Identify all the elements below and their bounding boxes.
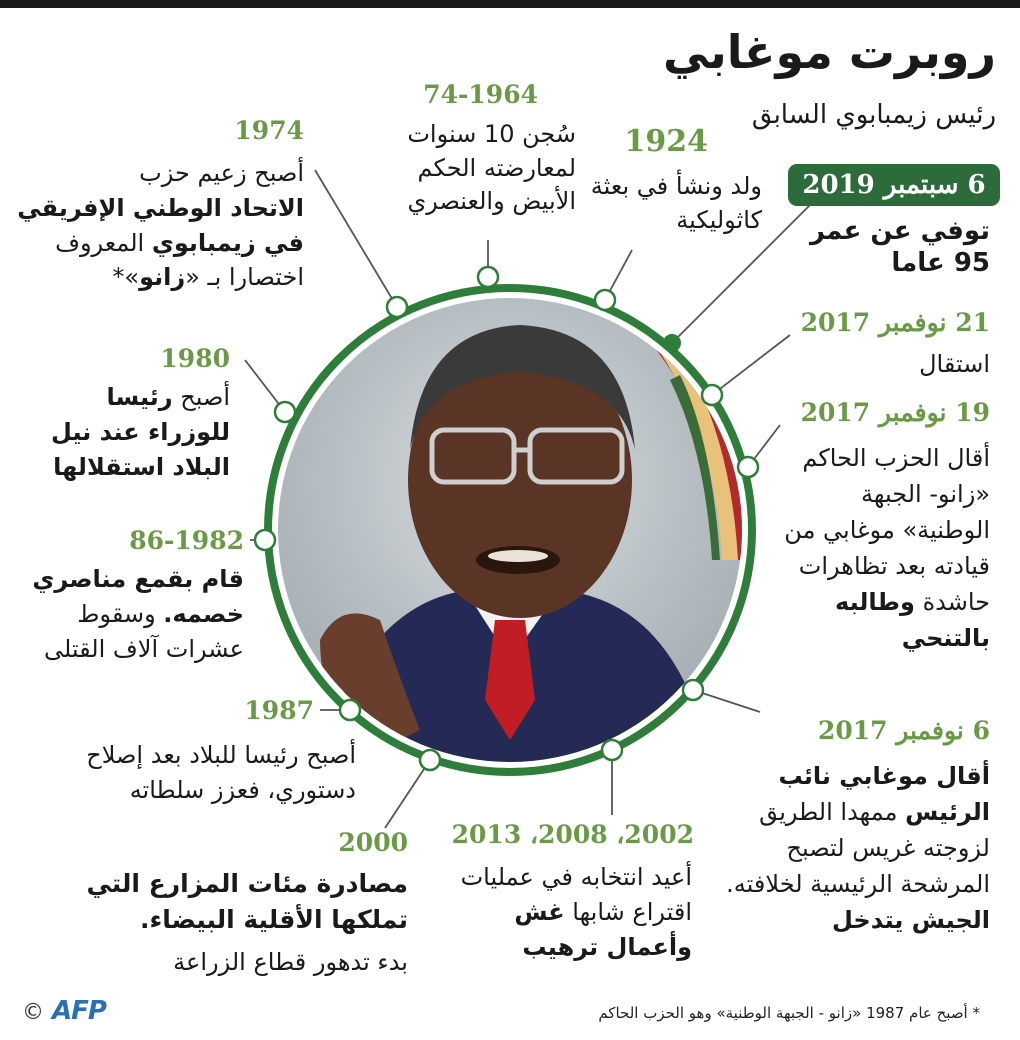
death-date-badge: 6 سبتمبر 2019 <box>788 164 1000 206</box>
event-1974-line4-a: اختصارا بـ « <box>185 263 304 292</box>
event-1974-line4-c: »* <box>112 263 140 292</box>
event-1987-date: 1987 <box>244 696 314 725</box>
marker-1982 <box>255 530 275 550</box>
marker-2000 <box>420 750 440 770</box>
event-1974-line3-bold: في زيمبابوي <box>151 228 304 257</box>
marker-6nov <box>683 680 703 700</box>
event-1982-line1: قام بقمع مناصري <box>32 565 244 593</box>
marker-1964 <box>478 267 498 287</box>
event-2000-bold: مصادرة مئات المزارع التي تملكها الأقلية البيضاء. <box>86 869 408 934</box>
event-6nov-bold1: أقال موغابي نائب الرئيس <box>778 762 990 826</box>
event-1974-line3 <box>17 226 304 261</box>
event-6nov-date: 6 نوفمبر 2017 <box>817 716 990 745</box>
event-1974-line4 <box>17 260 304 295</box>
marker-1980 <box>275 402 295 422</box>
event-1924-date: 1924 <box>624 124 708 159</box>
event-1974-line1: أصبح زعيم حزب <box>139 159 304 187</box>
event-1924-text: ولد ونشأ في بعثة كاثوليكية <box>590 172 762 234</box>
event-19nov-date: 19 نوفمبر 2017 <box>800 398 990 427</box>
event-1964-text: سُجن 10 سنوات لمعارضته الحكم الأبيض والعنصري <box>407 120 576 216</box>
event-1974-line2: الاتحاد الوطني الإفريقي <box>17 193 304 222</box>
event-1974-line3-rest: المعروف <box>55 228 152 257</box>
marker-2019 <box>663 334 681 352</box>
event-1974-block <box>17 156 304 295</box>
event-1980-line1-rest: أصبح <box>172 383 230 411</box>
event-1964-date: 74-1964 <box>423 80 538 109</box>
event-6nov-block <box>720 758 990 938</box>
event-19nov-block <box>775 440 990 656</box>
event-1980-block <box>51 380 230 484</box>
event-1980-line3: البلاد استقلالها <box>53 452 230 481</box>
copyright-symbol: © <box>22 1000 44 1025</box>
event-19nov-text: أقال الحزب الحاكم «زانو- الجبهة الوطنية» موغابي من قيادته بعد تظاهرات حاشدة <box>784 444 990 616</box>
event-1980-date: 1980 <box>160 344 230 373</box>
event-2000-date: 2000 <box>338 828 408 857</box>
event-1982-block <box>32 562 244 666</box>
event-2002-date: 2002، 2008، 2013 <box>451 820 694 849</box>
marker-21nov <box>702 385 722 405</box>
event-2002-bold: غش وأعمال ترهيب <box>514 897 692 961</box>
marker-1924 <box>595 290 615 310</box>
marker-1987 <box>340 700 360 720</box>
page-title: روبرت موغابي <box>662 25 996 79</box>
event-2002-block <box>452 860 692 964</box>
event-2000-text: بدء تدهور قطاع الزراعة <box>173 948 408 976</box>
marker-19nov <box>738 457 758 477</box>
event-2002-text: أعيد انتخابه في عمليات اقتراع شابها <box>460 863 692 926</box>
event-6nov-bold2: الجيش يتدخل <box>831 906 990 934</box>
event-1980-line2: للوزراء عند نيل <box>51 417 230 446</box>
marker-1974 <box>387 297 407 317</box>
event-2019-text: توفي عن عمر 95 عاما <box>809 216 990 278</box>
event-1982-line2 <box>32 597 244 632</box>
footnote: * أصبح عام 1987 «زانو - الجبهة الوطنية» وهو الحزب الحاكم <box>598 1004 980 1022</box>
event-19nov-bold: وطالبه بالتنحي <box>835 588 990 652</box>
page-subtitle: رئيس زيمبابوي السابق <box>751 100 996 130</box>
event-6nov-text: ممهدا الطريق لزوجته غريس لتصبح المرشحة الرئيسية لخلافته. <box>726 798 990 898</box>
event-1974-line4-bold: زانو <box>139 263 186 292</box>
event-21nov-text: استقال <box>919 350 990 378</box>
event-1974-date: 1974 <box>234 116 304 145</box>
event-1982-line3: عشرات آلاف القتلى <box>43 634 244 663</box>
event-1980-line1-bold: رئيسا <box>106 383 173 411</box>
event-1982-date: 86-1982 <box>129 526 244 555</box>
event-1982-line2-bold: خصمه. <box>163 599 244 628</box>
event-1987-text: أصبح رئيسا للبلاد بعد إصلاح دستوري، فعزز سلطاته <box>86 741 356 804</box>
event-21nov-date: 21 نوفمبر 2017 <box>800 308 990 337</box>
event-1982-line2-rest: وسقوط <box>77 599 164 628</box>
afp-logo: AFP <box>52 996 106 1026</box>
event-1980-line1 <box>51 380 230 415</box>
marker-2002 <box>602 740 622 760</box>
